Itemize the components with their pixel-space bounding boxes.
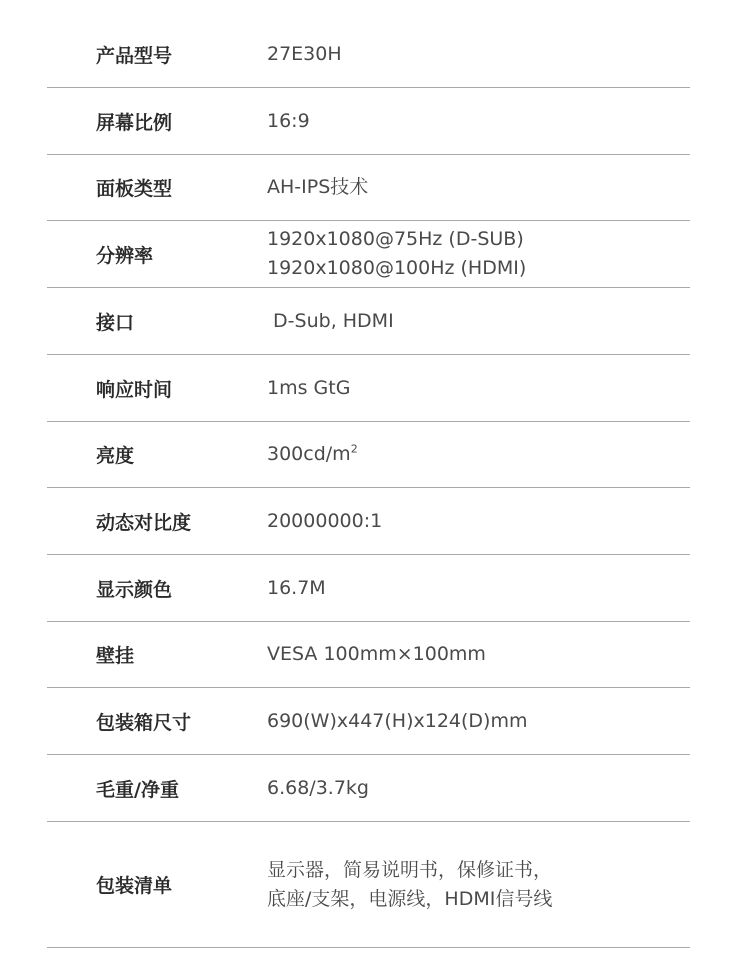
spec-value-line xyxy=(267,774,369,803)
spec-value xyxy=(267,440,358,469)
spec-label: 亮度 xyxy=(96,445,135,467)
spec-value-line xyxy=(267,107,310,136)
spec-value-text: 6.68/3.7kg xyxy=(267,776,369,799)
spec-value-line xyxy=(267,885,552,914)
spec-row xyxy=(47,355,690,422)
spec-value-text: 16.7M xyxy=(267,576,326,599)
spec-row xyxy=(47,88,690,155)
spec-value-line xyxy=(267,173,368,202)
spec-row xyxy=(47,422,690,488)
spec-value xyxy=(267,574,326,603)
spec-row xyxy=(47,822,690,948)
spec-value xyxy=(267,707,527,736)
spec-value xyxy=(267,856,552,914)
spec-label: 接口 xyxy=(96,311,135,334)
spec-value-text: 1ms GtG xyxy=(267,376,351,399)
spec-value xyxy=(267,225,526,283)
spec-label: 屏幕比例 xyxy=(96,111,173,134)
spec-label: 包装清单 xyxy=(96,875,173,897)
spec-value-text: AH-IPS技术 xyxy=(267,176,369,198)
unit-superscript: 2 xyxy=(350,442,358,456)
spec-value-line xyxy=(267,707,527,736)
spec-row xyxy=(47,288,690,355)
spec-value xyxy=(267,640,486,669)
spec-value-line xyxy=(267,307,394,336)
spec-label: 响应时间 xyxy=(96,378,173,401)
spec-value-line xyxy=(267,507,382,536)
spec-value-text: 690(W)x447(H)x124(D)mm xyxy=(267,709,528,732)
spec-value-text: 300cd/m xyxy=(267,443,351,465)
spec-row xyxy=(47,155,690,221)
spec-value-text: 1920x1080@75Hz (D-SUB) xyxy=(267,228,524,250)
spec-row xyxy=(47,622,690,688)
spec-value xyxy=(267,774,369,803)
spec-value-text: 27E30H xyxy=(267,43,342,65)
spec-row xyxy=(47,555,690,622)
spec-value xyxy=(267,173,368,202)
spec-value-line xyxy=(267,374,350,403)
spec-value-text: D-Sub, HDMI xyxy=(267,309,394,332)
spec-label: 包装箱尺寸 xyxy=(96,711,192,734)
spec-value xyxy=(267,507,382,536)
spec-value-text: 20000000:1 xyxy=(267,509,383,532)
spec-value-line xyxy=(267,574,326,603)
spec-row xyxy=(47,221,690,288)
spec-value-text: VESA 100mm×100mm xyxy=(267,643,486,665)
spec-value xyxy=(267,107,310,136)
spec-value-line xyxy=(267,640,486,669)
spec-label: 面板类型 xyxy=(96,178,173,200)
spec-value-line xyxy=(267,225,526,254)
spec-value-line xyxy=(267,856,552,885)
spec-label: 毛重/净重 xyxy=(96,778,179,801)
spec-value-line xyxy=(267,440,358,469)
spec-label: 产品型号 xyxy=(96,45,173,67)
spec-value xyxy=(267,40,342,69)
spec-row xyxy=(47,755,690,822)
spec-row xyxy=(47,488,690,555)
spec-value-text: 1920x1080@100Hz (HDMI) xyxy=(267,257,527,279)
spec-value-line xyxy=(267,40,342,69)
spec-value xyxy=(267,374,350,403)
spec-label: 壁挂 xyxy=(96,645,135,667)
spec-value-text: 显示器，简易说明书，保修证书， xyxy=(267,858,553,881)
spec-label: 分辨率 xyxy=(96,244,154,267)
spec-label: 显示颜色 xyxy=(96,578,173,601)
spec-value-line xyxy=(267,254,526,283)
spec-label: 动态对比度 xyxy=(96,511,192,534)
spec-value-text: 16:9 xyxy=(267,109,310,132)
spec-value-text: 底座/支架，电源线，HDMI信号线 xyxy=(267,887,553,910)
spec-table xyxy=(47,22,690,948)
spec-row xyxy=(47,688,690,755)
spec-row xyxy=(47,22,690,88)
spec-value xyxy=(267,307,394,336)
